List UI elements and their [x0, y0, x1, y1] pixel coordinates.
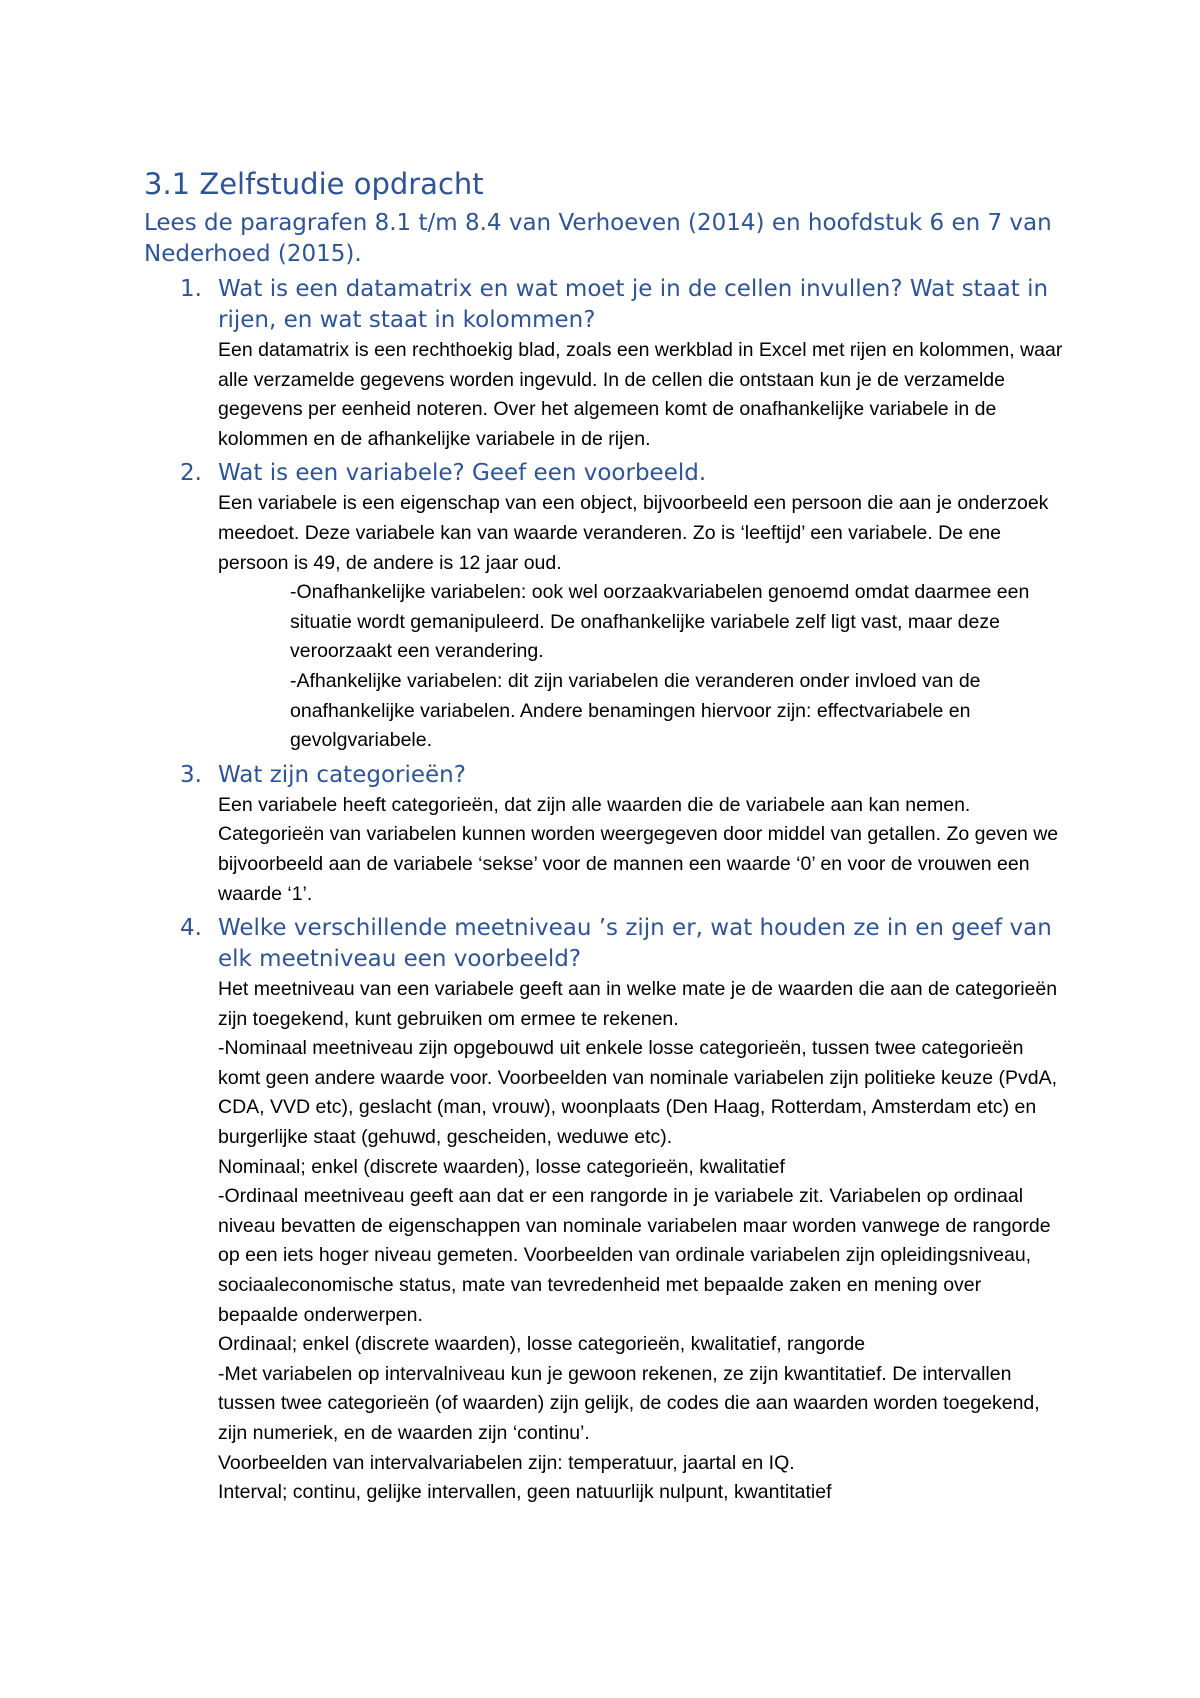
answer-paragraph-indented: -Afhankelijke variabelen: dit zijn variabelen die veranderen onder invloed van de onafhankelijke variabelen. Andere benamingen hiervoor zijn: effectvariabele en gevolgvariabele. — [290, 669, 981, 752]
question-heading — [144, 913, 1064, 975]
answer-paragraph: Een variabele is een eigenschap van een object, bijvoorbeeld een persoon die aan je onderzoek meedoet. Deze variabele kan van waarde veranderen. Zo is ‘leeftijd’ een variabele. De ene persoon is 49, de andere is 12 jaar oud. — [218, 492, 1049, 574]
question-heading — [144, 274, 1064, 336]
question-number: 2. — [180, 460, 202, 487]
answer-paragraph: -Met variabelen op intervalniveau kun je gewoon rekenen, ze zijn kwantitatief. De intervallen tussen twee categorieën (of waarden) zijn gelijk, de codes die aan waarden worden toegekend, zijn numeriek, en de waarden zijn ‘continu’. — [218, 1362, 1040, 1444]
question-text: Welke verschillende meetniveau ’s zijn er, wat houden ze in en geef van elk meetniveau een voorbeeld? — [218, 915, 1052, 973]
answer-block — [144, 489, 1064, 755]
document-content — [144, 164, 1064, 1508]
answer-paragraph: Ordinaal; enkel (discrete waarden), losse categorieën, kwalitatief, rangorde — [218, 1333, 866, 1356]
question-number: 1. — [180, 276, 202, 302]
answer-paragraph: Nominaal; enkel (discrete waarden), losse categorieën, kwalitatief — [218, 1155, 785, 1178]
question-text: Wat is een datamatrix en wat moet je in de cellen invullen? Wat staat in rijen, en wat staat in kolommen? — [218, 276, 1049, 333]
answer-block — [144, 336, 1064, 454]
question-number: 3. — [180, 761, 202, 788]
question-text: Wat is een variabele? Geef een voorbeeld. — [218, 460, 707, 487]
page-title: 3.1 Zelfstudie opdracht — [144, 167, 484, 201]
answer-block — [144, 975, 1064, 1508]
answer-paragraph: Voorbeelden van intervalvariabelen zijn: temperatuur, jaartal en IQ. — [218, 1451, 795, 1474]
answer-paragraph: Een variabele heeft categorieën, dat zijn alle waarden die de variabele aan kan nemen. Categorieën van variabelen kunnen worden weergegeven door middel van getallen. Zo geven we bijvoorbeeld aan de variabele ‘sekse’ voor de mannen een waarde ‘0’ en voor de vrouwen een waarde ‘1’. — [218, 793, 1059, 905]
question-heading — [144, 458, 1064, 489]
answer-paragraph-indented: -Onafhankelijke variabelen: ook wel oorzaakvariabelen genoemd omdat daarmee een situatie wordt gemanipuleerd. De onafhankelijke variabele zelf ligt vast, maar deze veroorzaakt een verandering. — [290, 581, 1030, 663]
question-heading — [144, 760, 1064, 791]
question-number: 4. — [180, 915, 202, 942]
question-text: Wat zijn categorieën? — [218, 761, 466, 788]
answer-block — [144, 791, 1064, 909]
answer-paragraph: Interval; continu, gelijke intervallen, geen natuurlijk nulpunt, kwantitatief — [218, 1481, 832, 1504]
answer-paragraph: -Nominaal meetniveau zijn opgebouwd uit enkele losse categorieën, tussen twee categorieën komt geen andere waarde voor. Voorbeelden van nominale variabelen zijn politieke keuze (PvdA, CDA, VVD etc), geslacht (man, vrouw), woonplaats (Den Haag, Rotterdam, Amsterdam etc) en burgerlijke staat (gehuwd, gescheiden, weduwe etc). — [218, 1037, 1058, 1149]
answer-paragraph: Een datamatrix is een rechthoekig blad, zoals een werkblad in Excel met rijen en kolommen, waar alle verzamelde gegevens worden ingevuld. In de cellen die ontstaan kun je de verzamelde gegevens per eenheid noteren. Over het algemeen komt de onafhankelijke variabele in de kolommen en de afhankelijke variabele in de rijen. — [218, 339, 1063, 450]
assignment-instruction: Lees de paragrafen 8.1 t/m 8.4 van Verhoeven (2014) en hoofdstuk 6 en 7 van Nederhoed (2015). — [144, 210, 1052, 267]
answer-paragraph: -Ordinaal meetniveau geeft aan dat er een rangorde in je variabele zit. Variabelen op ordinaal niveau bevatten de eigenschappen van nominale variabelen maar worden vanwege de rangorde op een iets hoger niveau gemeten. Voorbeelden van ordinale variabelen zijn opleidingsniveau, sociaaleconomische status, mate van tevredenheid met bepaalde zaken en mening over bepaalde onderwerpen. — [218, 1185, 1051, 1326]
answer-paragraph: Het meetniveau van een variabele geeft aan in welke mate je de waarden die aan de categorieën zijn toegekend, kunt gebruiken om ermee te rekenen. — [218, 978, 1058, 1030]
